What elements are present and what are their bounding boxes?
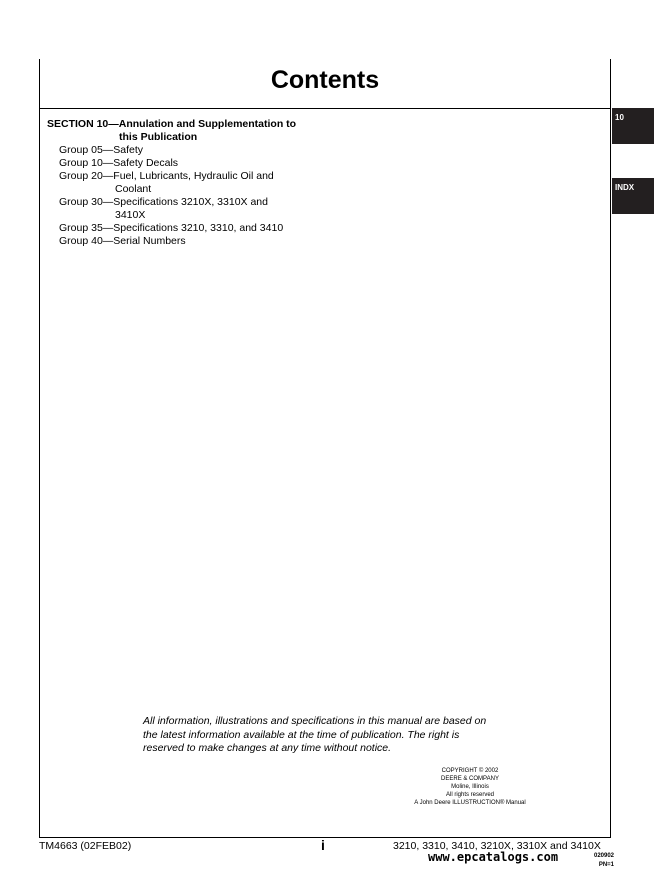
toc-group-label: Group 35—Specifications 3210, 3310, and 3410 [59,222,284,234]
toc-group-30[interactable] [47,196,296,222]
table-of-contents [47,118,296,248]
section-tab-index[interactable]: INDX [612,178,654,214]
footer-page-number: i [321,837,325,853]
watermark: www.epcatalogs.com [428,850,559,864]
copyright-location: Moline, Illinois [451,784,489,790]
frame-right [610,108,611,838]
toc-section-10[interactable] [47,118,296,144]
copyright-company: DEERE & COMPANY [441,776,499,782]
copyright-manual-type: A John Deere ILLUSTRUCTION® Manual [414,800,526,806]
footer-pn-code: PN=1 [598,862,615,868]
toc-group-10[interactable] [47,157,296,170]
copyright-block [395,767,545,807]
toc-group-label-continued: Coolant [115,183,152,195]
toc-group-label: Group 30—Specifications 3210X, 3310X and [59,196,268,208]
toc-group-40[interactable] [47,235,296,248]
toc-section-title-line2: this Publication [119,131,198,143]
footer-models: 3210, 3310, 3410, 3210X, 3310X and 3410X [393,840,601,852]
page-title: Contents [270,66,380,94]
toc-group-35[interactable] [47,222,296,235]
section-tab-10[interactable]: 10 [612,108,654,144]
frame-right-top [610,59,611,109]
toc-group-label: Group 20—Fuel, Lubricants, Hydraulic Oil and [59,170,274,182]
frame-left [39,108,40,838]
footer-rule [39,837,611,838]
publication-notice [143,715,513,756]
footer-doc-id: TM4663 (02FEB02) [39,840,132,852]
notice-line: the latest information available at the time of publication. The right is [143,728,460,741]
toc-group-05[interactable] [47,144,296,157]
toc-group-label: Group 05—Safety [59,144,144,156]
footer-codes [594,852,614,870]
footer-date-code: 020902 [594,853,615,859]
toc-group-label: Group 10—Safety Decals [59,157,179,169]
copyright-line: COPYRIGHT © 2002 [441,768,499,774]
toc-group-label-continued: 3410X [115,209,146,221]
copyright-rights: All rights reserved [445,792,495,798]
notice-line: All information, illustrations and specifications in this manual are based on [143,715,487,727]
toc-section-title-line1: SECTION 10—Annulation and Supplementation to [47,118,297,130]
toc-group-20[interactable] [47,170,296,196]
header-rule [39,108,611,109]
notice-line: reserved to make changes at any time without notice. [143,742,392,754]
toc-group-label: Group 40—Serial Numbers [59,235,186,247]
